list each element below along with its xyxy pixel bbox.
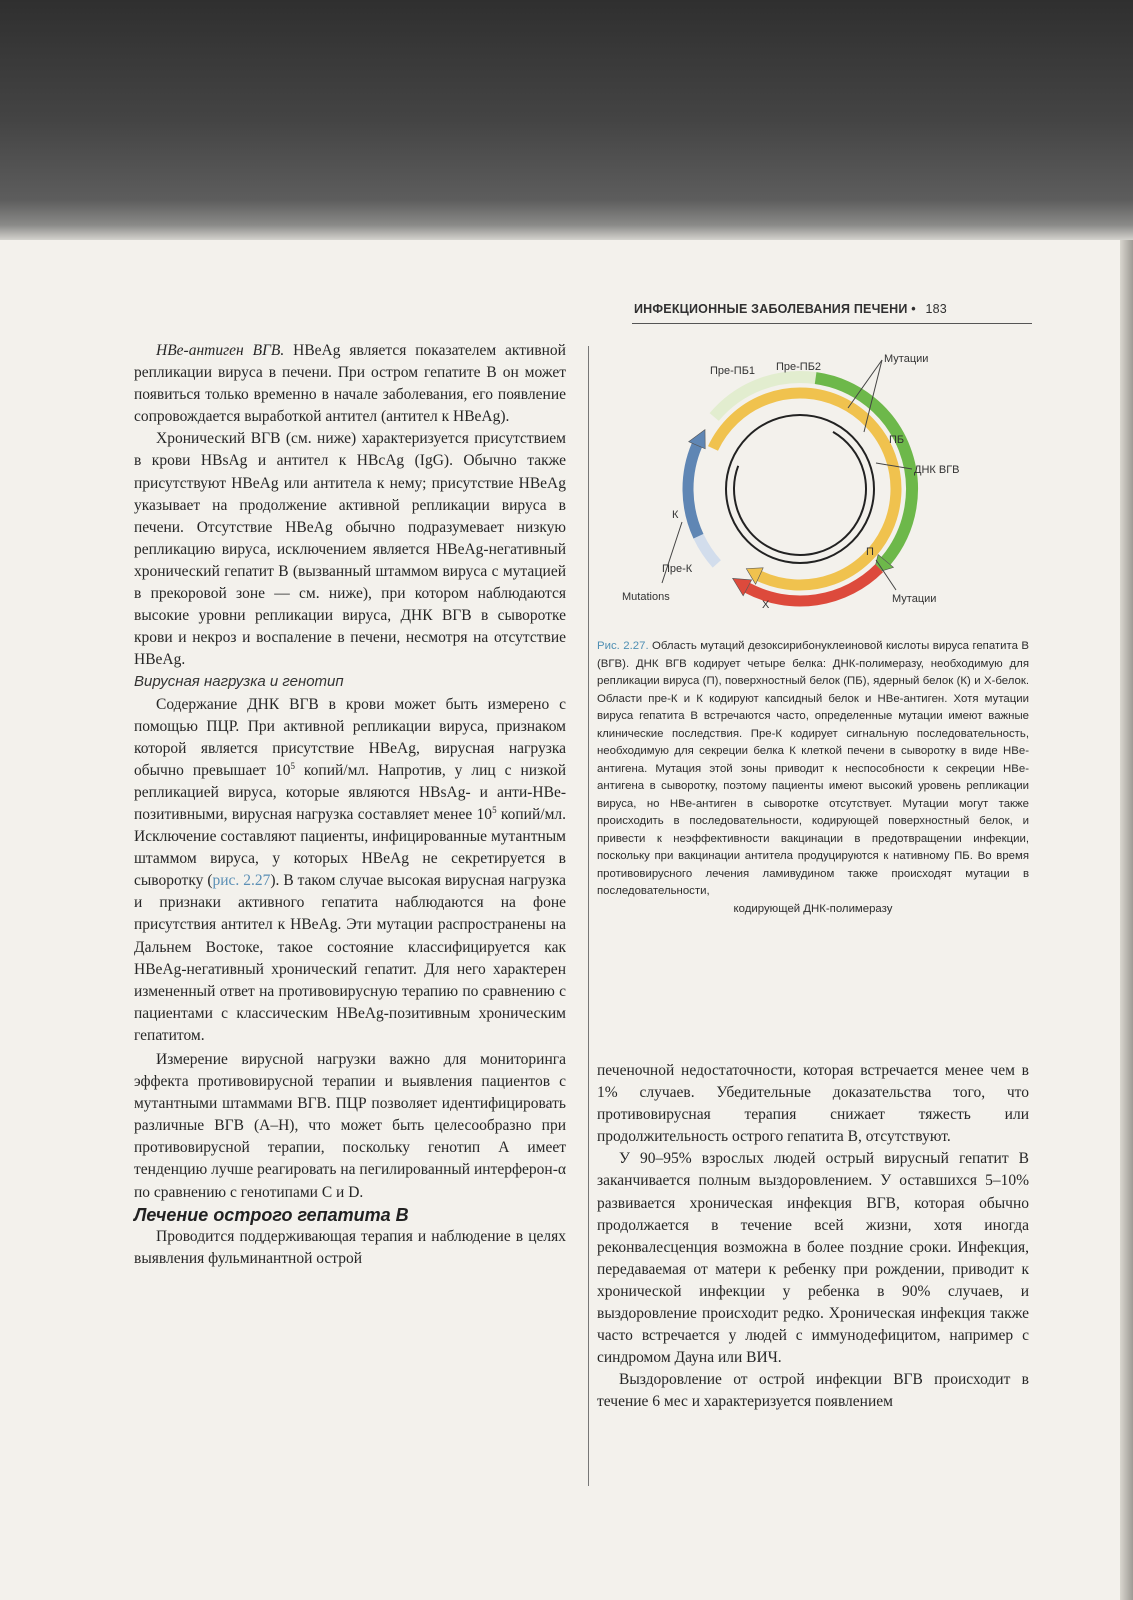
paragraph-treatment: Проводится поддерживающая терапия и наблюдение в целях выявления фульминантной острой [134, 1227, 566, 1267]
dna-outer-strand [726, 415, 874, 563]
paragraph-text: HBeAg является показателем активной репликации вируса в печени. При остром гепатите В он может появиться только временно в начале заболевания, его появление сопровождается выработкой антител (антител к HBeAg). [134, 342, 566, 426]
header-title: ИНФЕКЦИОННЫЕ ЗАБОЛЕВАНИЯ ПЕЧЕНИ [634, 302, 908, 316]
dna-inner-strand [710, 399, 890, 579]
label-pre-pb2: Пре-ПБ2 [776, 361, 822, 373]
paragraph-chronic: Хронический ВГВ (см. ниже) характеризуется присутствием в крови HBsAg и антител к HBcAg (IgG). Обычно также присутствуют HBeAg или антитела к нему; присутствие HBeAg указывает на продолжение активной репликации вируса в печени. Отсутствие HBeAg обычно подразумевает низкую репликацию вируса, исключением является HBeAg-негативный хронический гепатит В (вызванный штаммом вируса с мутацией в прекоровой зоне — см. ниже), при котором наблюдаются высокие уровни репликации вируса, ДНК ВГВ в сыворотке крови и некроз и воспаление в печени, несмотря на отсутствие HBeAg. [134, 430, 566, 669]
subheading-viral-load: Вирусная нагрузка и генотип [134, 673, 344, 691]
paragraph-recovery-time: Выздоровление от острой инфекции ВГВ происходит в течение 6 мес и характеризуется появлением [597, 1371, 1029, 1411]
header-rule [632, 323, 1032, 324]
figure-caption [597, 638, 1029, 918]
text-run: Содержание ДНК ВГВ в крови может быть измерено с помощью ПЦР. При активной репликации вируса, признаком которой является присутствие HBeAg, вирусная нагрузка обычно превышает 10 [134, 695, 566, 779]
caption-label: Рис. 2.27. [597, 640, 649, 652]
paragraph-lead: HBe-антиген ВГВ. [156, 342, 285, 359]
paragraph-monitoring: Измерение вирусной нагрузки важно для мониторинга эффекта противовирусной терапии и выявления пациентов с мутантными штаммами ВГВ. ПЦР позволяет идентифицировать различные ВГВ (А–Н), что может быть целесообразно при противовирусной терапии, поскольку генотип А имеет тенденцию лучше реагировать на пегилированный интерферон-α по сравнению с генотипами С и D. [134, 1051, 566, 1201]
label-dna-hbv: ДНК ВГВ [914, 464, 960, 476]
label-mutations-en: Mutations [622, 591, 670, 603]
text-run: ). В таком случае высокая вирусная нагрузка и признаки активного гепатита наблюдаются на фоне присутствия антител к HBeAg. Эти мутации распространены на Дальнем Востоке, такое состояние классифицируется как HBeAg-негативный хронический гепатит. Для него характерен измененный ответ на противовирусную терапию по сравнению с пациентами с классическим HBeAg-позитивным хроническим гепатитом. [134, 872, 566, 1044]
book-page [0, 240, 1120, 1600]
text-run: копий/мл. Исключение составляют пациенты, инфицированные мутантным штаммом вируса, у которых HBeAg не секретируется в сыворотку ( [134, 805, 567, 890]
label-pb: ПБ [889, 434, 905, 446]
heading-acute-treatment: Лечение острого гепатита В [134, 1204, 409, 1225]
label-k: К [672, 509, 679, 521]
right-column [597, 1060, 1029, 1414]
column-divider [588, 346, 589, 1486]
label-mutations-bottom: Мутации [892, 593, 937, 605]
label-p: П [866, 546, 874, 558]
figure-reference-link[interactable]: рис. 2.27 [212, 872, 271, 890]
paragraph-viral-load [134, 694, 566, 1048]
text-run: копий/мл. Напротив, у лиц с низкой репликацией вируса, которые являются HBsAg- и анти-HBe-позитивными, вирусная нагрузка составляет менее 10 [134, 761, 566, 823]
pre-k-arc [699, 536, 717, 564]
header-bullet: • [911, 302, 916, 316]
caption-text: Область мутаций дезоксирибонуклеиновой кислоты вируса гепатита В (ВГВ). ДНК ВГВ кодирует четыре белка: ДНК-полимеразу, необходимую для репликации вируса (П), поверхностный белок (ПБ), ядерный белок (К) и Х-белок. Области пре-К и К кодируют капсидный белок и HBe-антиген. Хотя мутации вируса гепатита В встречаются часто, определенные мутации имеют важные клинические последствия. Пре-К кодирует сигнальную последовательность, необходимую для секреции белка К клеткой печени в сыворотку в виде HBe-антигена. Мутация этой зоны приводит к неспособности к секреции HBe-антигена в сыворотку, поэтому пациенты имеют высокий уровень репликации вируса, но HBe-антиген в сыворотке отсутствует. Мутации могут также происходить в последовательности, кодирующей поверхностный белок, и привести к неэффективности вакцинации в предотвращении инфекции, поскольку при вакцинации антитела продуцируются к нативному ПБ. Во время противовирусного лечения ламивудином также происходят мутации в последовательности, [597, 640, 1029, 897]
label-mutations-top: Мутации [884, 353, 929, 365]
paragraph-hbe-antigen [134, 340, 566, 428]
label-pre-k: Пре-К [662, 563, 693, 575]
paragraph-liver-failure: печеночной недостаточности, которая встречается менее чем в 1% случаев. Убедительные доказательства того, что противовирусная терапия снижает тяжесть или продолжительность острого гепатита В, отсутствуют. [597, 1062, 1029, 1146]
page-number: 183 [925, 302, 947, 316]
k-arc [688, 445, 698, 536]
label-pre-pb1: Пре-ПБ1 [710, 365, 756, 377]
superscript: 5 [492, 804, 497, 815]
caption-last-line: кодирующей ДНК-полимеразу [733, 902, 893, 915]
paragraph-recovery-rates: У 90–95% взрослых людей острый вирусный гепатит В заканчивается полным выздоровлением. У оставшихся 5–10% развивается хроническая инфекция ВГВ, которая обычно продолжается в течение всей жизни, хотя иногда реконвалесценция возможна в более поздние сроки. Инфекция, передаваемая от матери к ребенку при рождении, приводит к хронической инфекции у ребенка в 90% случаев, и выздоровление происходит редко. Хроническая инфекция также часто встречается у людей с иммунодефицитом, например с синдромом Дауна или ВИЧ. [597, 1150, 1029, 1367]
left-column [134, 340, 566, 1270]
running-header [634, 302, 947, 316]
label-x: Х [762, 599, 770, 610]
genome-diagram-svg [614, 340, 1034, 610]
superscript: 5 [290, 760, 295, 771]
figure-hbv-genome-diagram [614, 340, 1034, 610]
